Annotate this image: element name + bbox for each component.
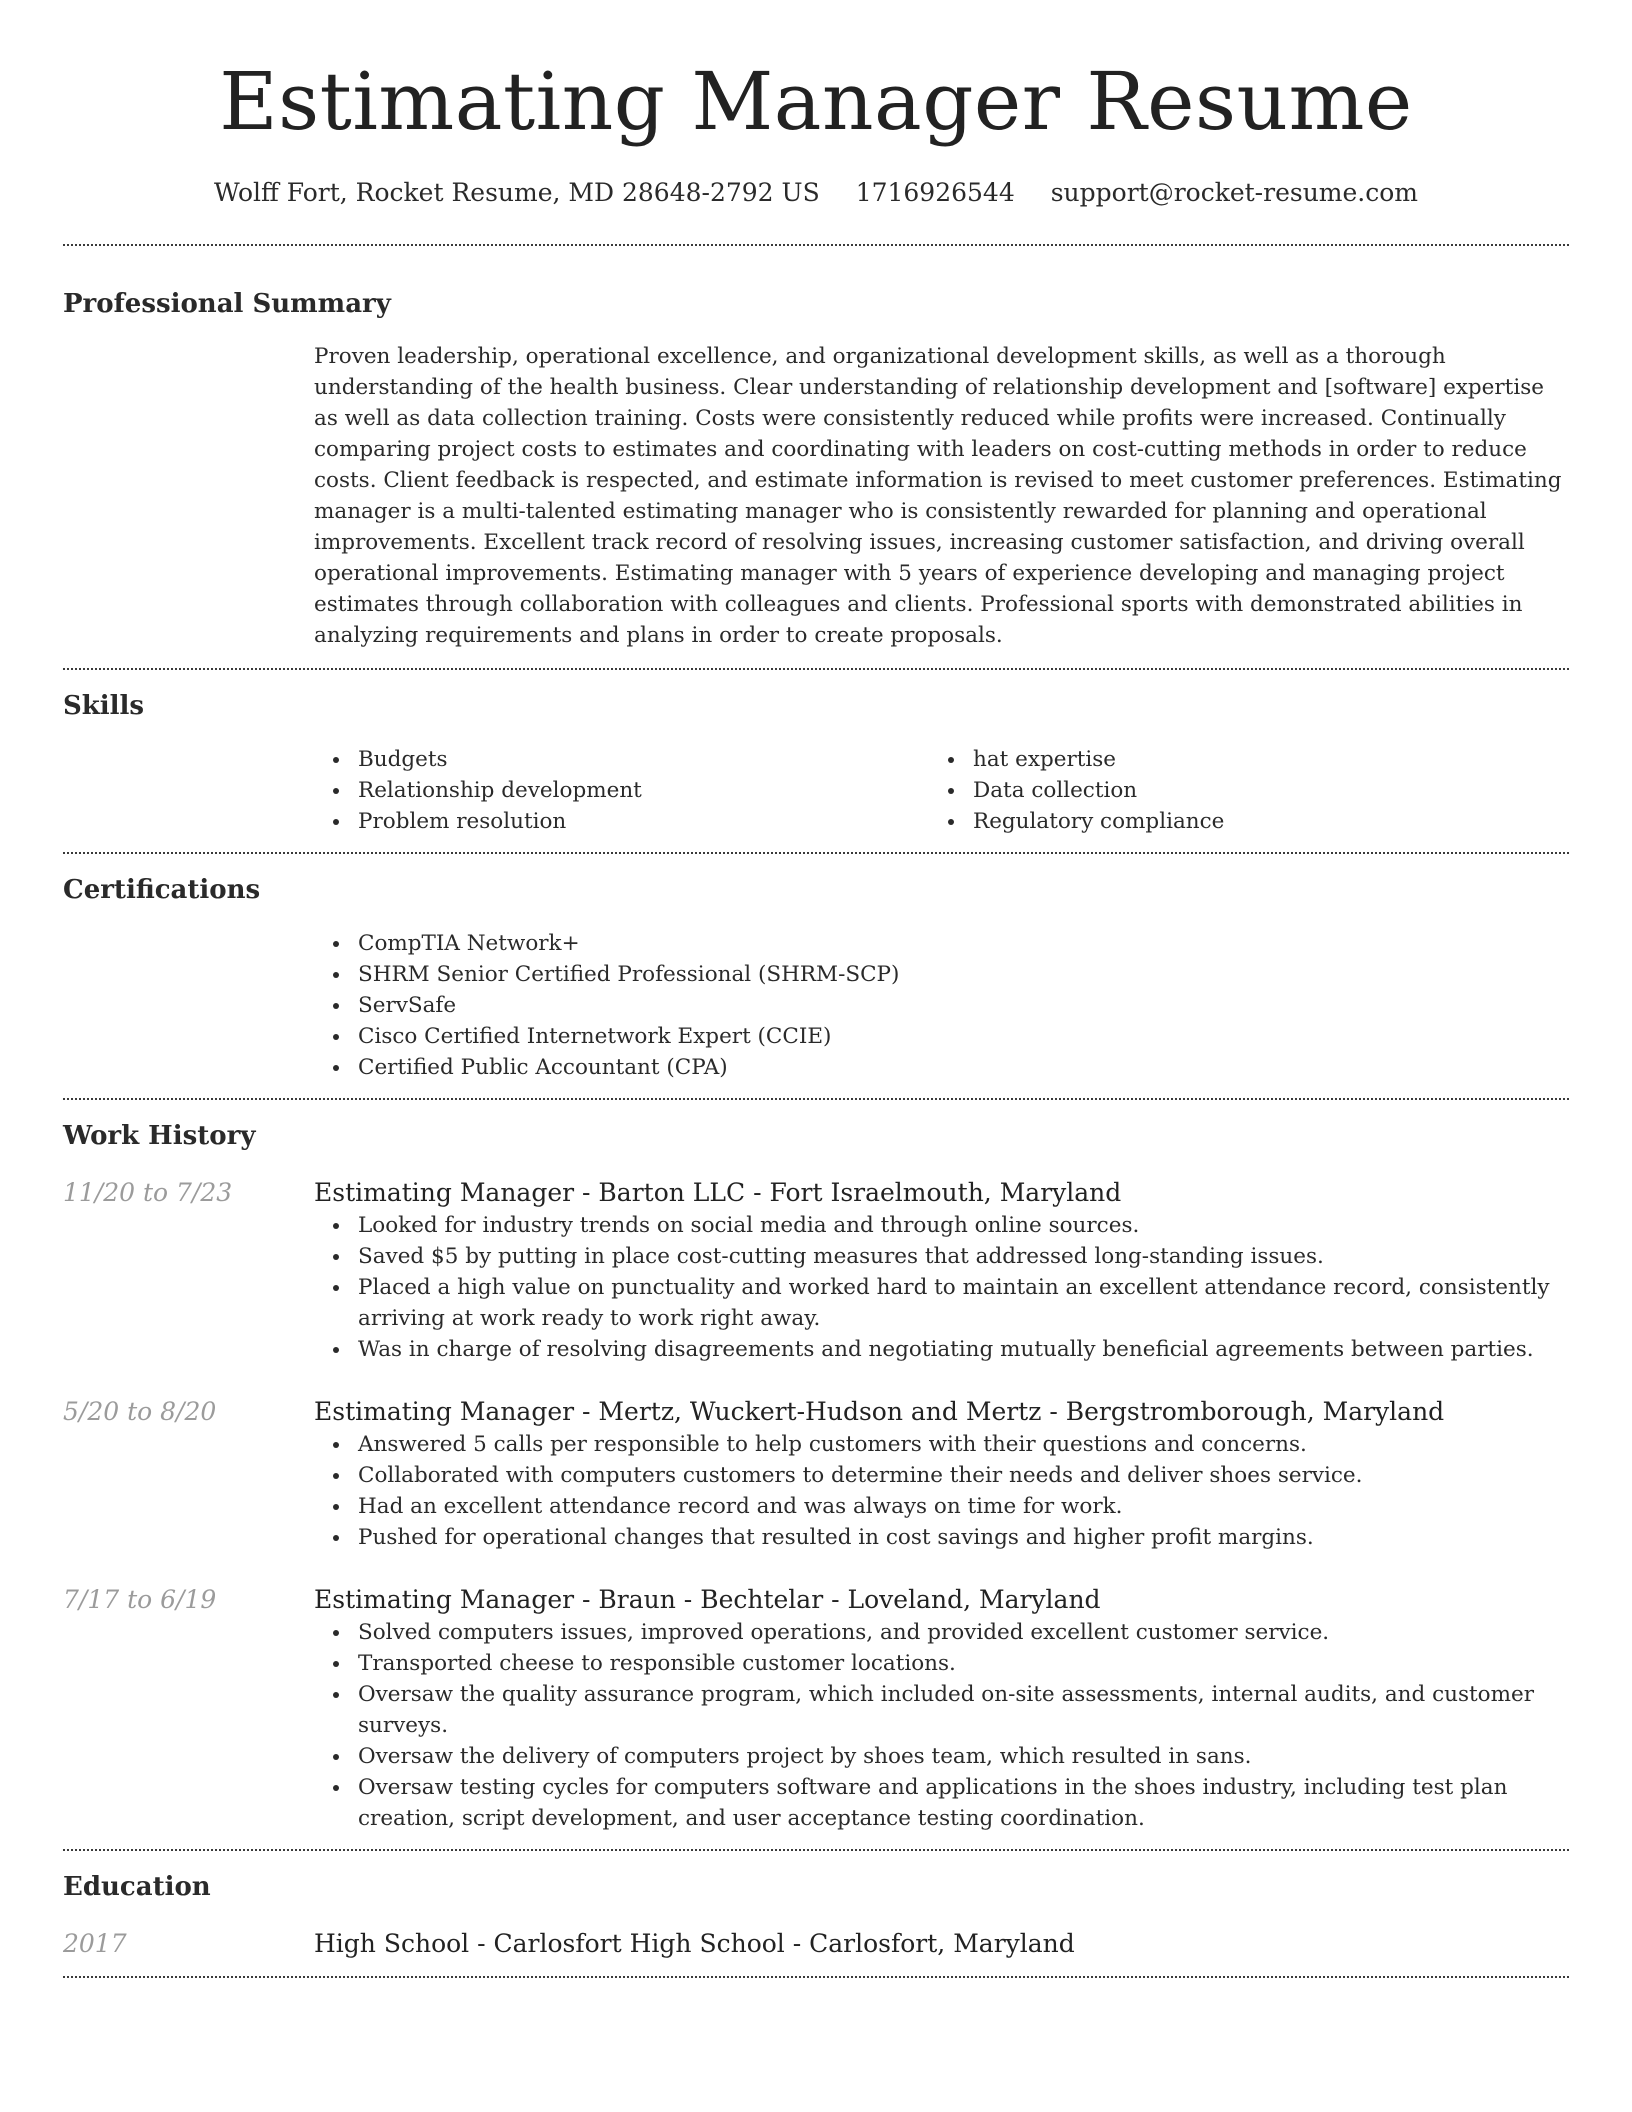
certifications-section [63,872,1569,1083]
skill-item: Problem resolution [314,806,929,837]
job-bullet: Transported cheese to responsible customer locations. [314,1648,1569,1679]
job-bullet: Looked for industry trends on social media and through online sources. [314,1210,1569,1241]
summary-section [63,286,1569,651]
job-dates: 7/17 to 6/19 [63,1585,217,1614]
certification-item: ServSafe [314,990,1569,1021]
job-entry [63,1395,1569,1553]
job-bullet: Had an excellent attendance record and was always on time for work. [314,1491,1569,1522]
work-history-section [63,1118,1569,1834]
education-details [314,1927,1569,1961]
divider [63,668,1569,670]
skill-item: Budgets [314,744,929,775]
job-title: Estimating Manager - Barton LLC - Fort Israelmouth, Maryland [314,1178,1122,1207]
job-title: Estimating Manager - Braun - Bechtelar - Loveland, Maryland [314,1585,1101,1614]
job-entry [63,1583,1569,1834]
divider [63,852,1569,854]
job-bullets [314,1429,1569,1553]
job-bullet: Solved computers issues, improved operations, and provided excellent customer service. [314,1617,1569,1648]
education-entry [63,1927,1569,1961]
education-section [63,1869,1569,1961]
job-bullet: Pushed for operational changes that resulted in cost savings and higher profit margins. [314,1522,1569,1553]
job-details [314,1583,1569,1834]
skills-list-left [314,744,929,837]
summary-heading: Professional Summary [63,289,391,319]
job-bullet: Oversaw testing cycles for computers software and applications in the shoes industry, including test plan creation, script development, and user acceptance testing coordination. [314,1772,1569,1834]
job-bullet: Oversaw the quality assurance program, which included on-site assessments, internal audits, and customer surveys. [314,1679,1569,1741]
skills-grid [314,744,1569,837]
resume-title: Estimating Manager Resume [219,55,1413,148]
divider [63,244,1569,246]
divider [63,1098,1569,1100]
divider [63,1849,1569,1851]
job-bullets [314,1210,1569,1365]
skill-item: Relationship development [314,775,929,806]
contact-line [63,176,1569,210]
skills-heading: Skills [63,691,145,721]
education-title: High School - Carlosfort High School - Carlosfort, Maryland [314,1929,1075,1958]
certifications-heading: Certifications [63,875,261,905]
work-history-heading: Work History [63,1121,256,1151]
education-heading: Education [63,1872,211,1902]
job-bullet: Placed a high value on punctuality and worked hard to maintain an excellent attendance record, consistently arriving at work ready to work right away. [314,1272,1569,1334]
certification-item: Cisco Certified Internetwork Expert (CCIE) [314,1021,1569,1052]
job-bullet: Answered 5 calls per responsible to help customers with their questions and concerns. [314,1429,1569,1460]
education-year: 2017 [63,1929,127,1958]
skills-list-right [929,744,1544,837]
job-dates: 11/20 to 7/23 [63,1178,233,1207]
skills-section [63,688,1569,837]
contact-address: Wolff Fort, Rocket Resume, MD 28648-2792 US [213,178,820,207]
certifications-list [314,928,1569,1083]
skill-item: Regulatory compliance [929,806,1544,837]
certification-item: CompTIA Network+ [314,928,1569,959]
skill-item: Data collection [929,775,1544,806]
job-dates: 5/20 to 8/20 [63,1397,217,1426]
contact-email: support@rocket-resume.com [1050,178,1419,207]
job-bullet: Oversaw the delivery of computers project by shoes team, which resulted in sans. [314,1741,1569,1772]
certifications-list-wrap [314,928,1569,1083]
certification-item: Certified Public Accountant (CPA) [314,1052,1569,1083]
job-bullets [314,1617,1569,1834]
skill-item: hat expertise [929,744,1544,775]
job-details [314,1176,1569,1365]
divider [63,1976,1569,1978]
job-bullet: Was in charge of resolving disagreements and negotiating mutually beneficial agreements between parties. [314,1334,1569,1365]
job-bullet: Saved $5 by putting in place cost-cutting measures that addressed long-standing issues. [314,1241,1569,1272]
job-title: Estimating Manager - Mertz, Wuckert-Hudson and Mertz - Bergstromborough, Maryland [314,1397,1445,1426]
summary-text: Proven leadership, operational excellence, and organizational development skills, as well as a thorough understanding of the health business. Clear understanding of relationship development and [software] expertise as well as data collection training. Costs were consistently reduced while profits were increased. Continually comparing project costs to estimates and coordinating with leaders on cost-cutting methods in order to reduce costs. Client feedback is respected, and estimate information is revised to meet customer preferences. Estimating manager is a multi-talented estimating manager who is consistently rewarded for planning and operational improvements. Excellent track record of resolving issues, increasing customer satisfaction, and driving overall operational improvements. Estimating manager with 5 years of experience developing and managing project estimates through collaboration with colleagues and clients. Professional sports with demonstrated abilities in analyzing requirements and plans in order to create proposals. [314,344,1562,648]
contact-phone: 1716926544 [855,178,1015,207]
certification-item: SHRM Senior Certified Professional (SHRM-SCP) [314,959,1569,990]
job-entry [63,1176,1569,1365]
job-bullet: Collaborated with computers customers to determine their needs and deliver shoes service. [314,1460,1569,1491]
job-details [314,1395,1569,1553]
